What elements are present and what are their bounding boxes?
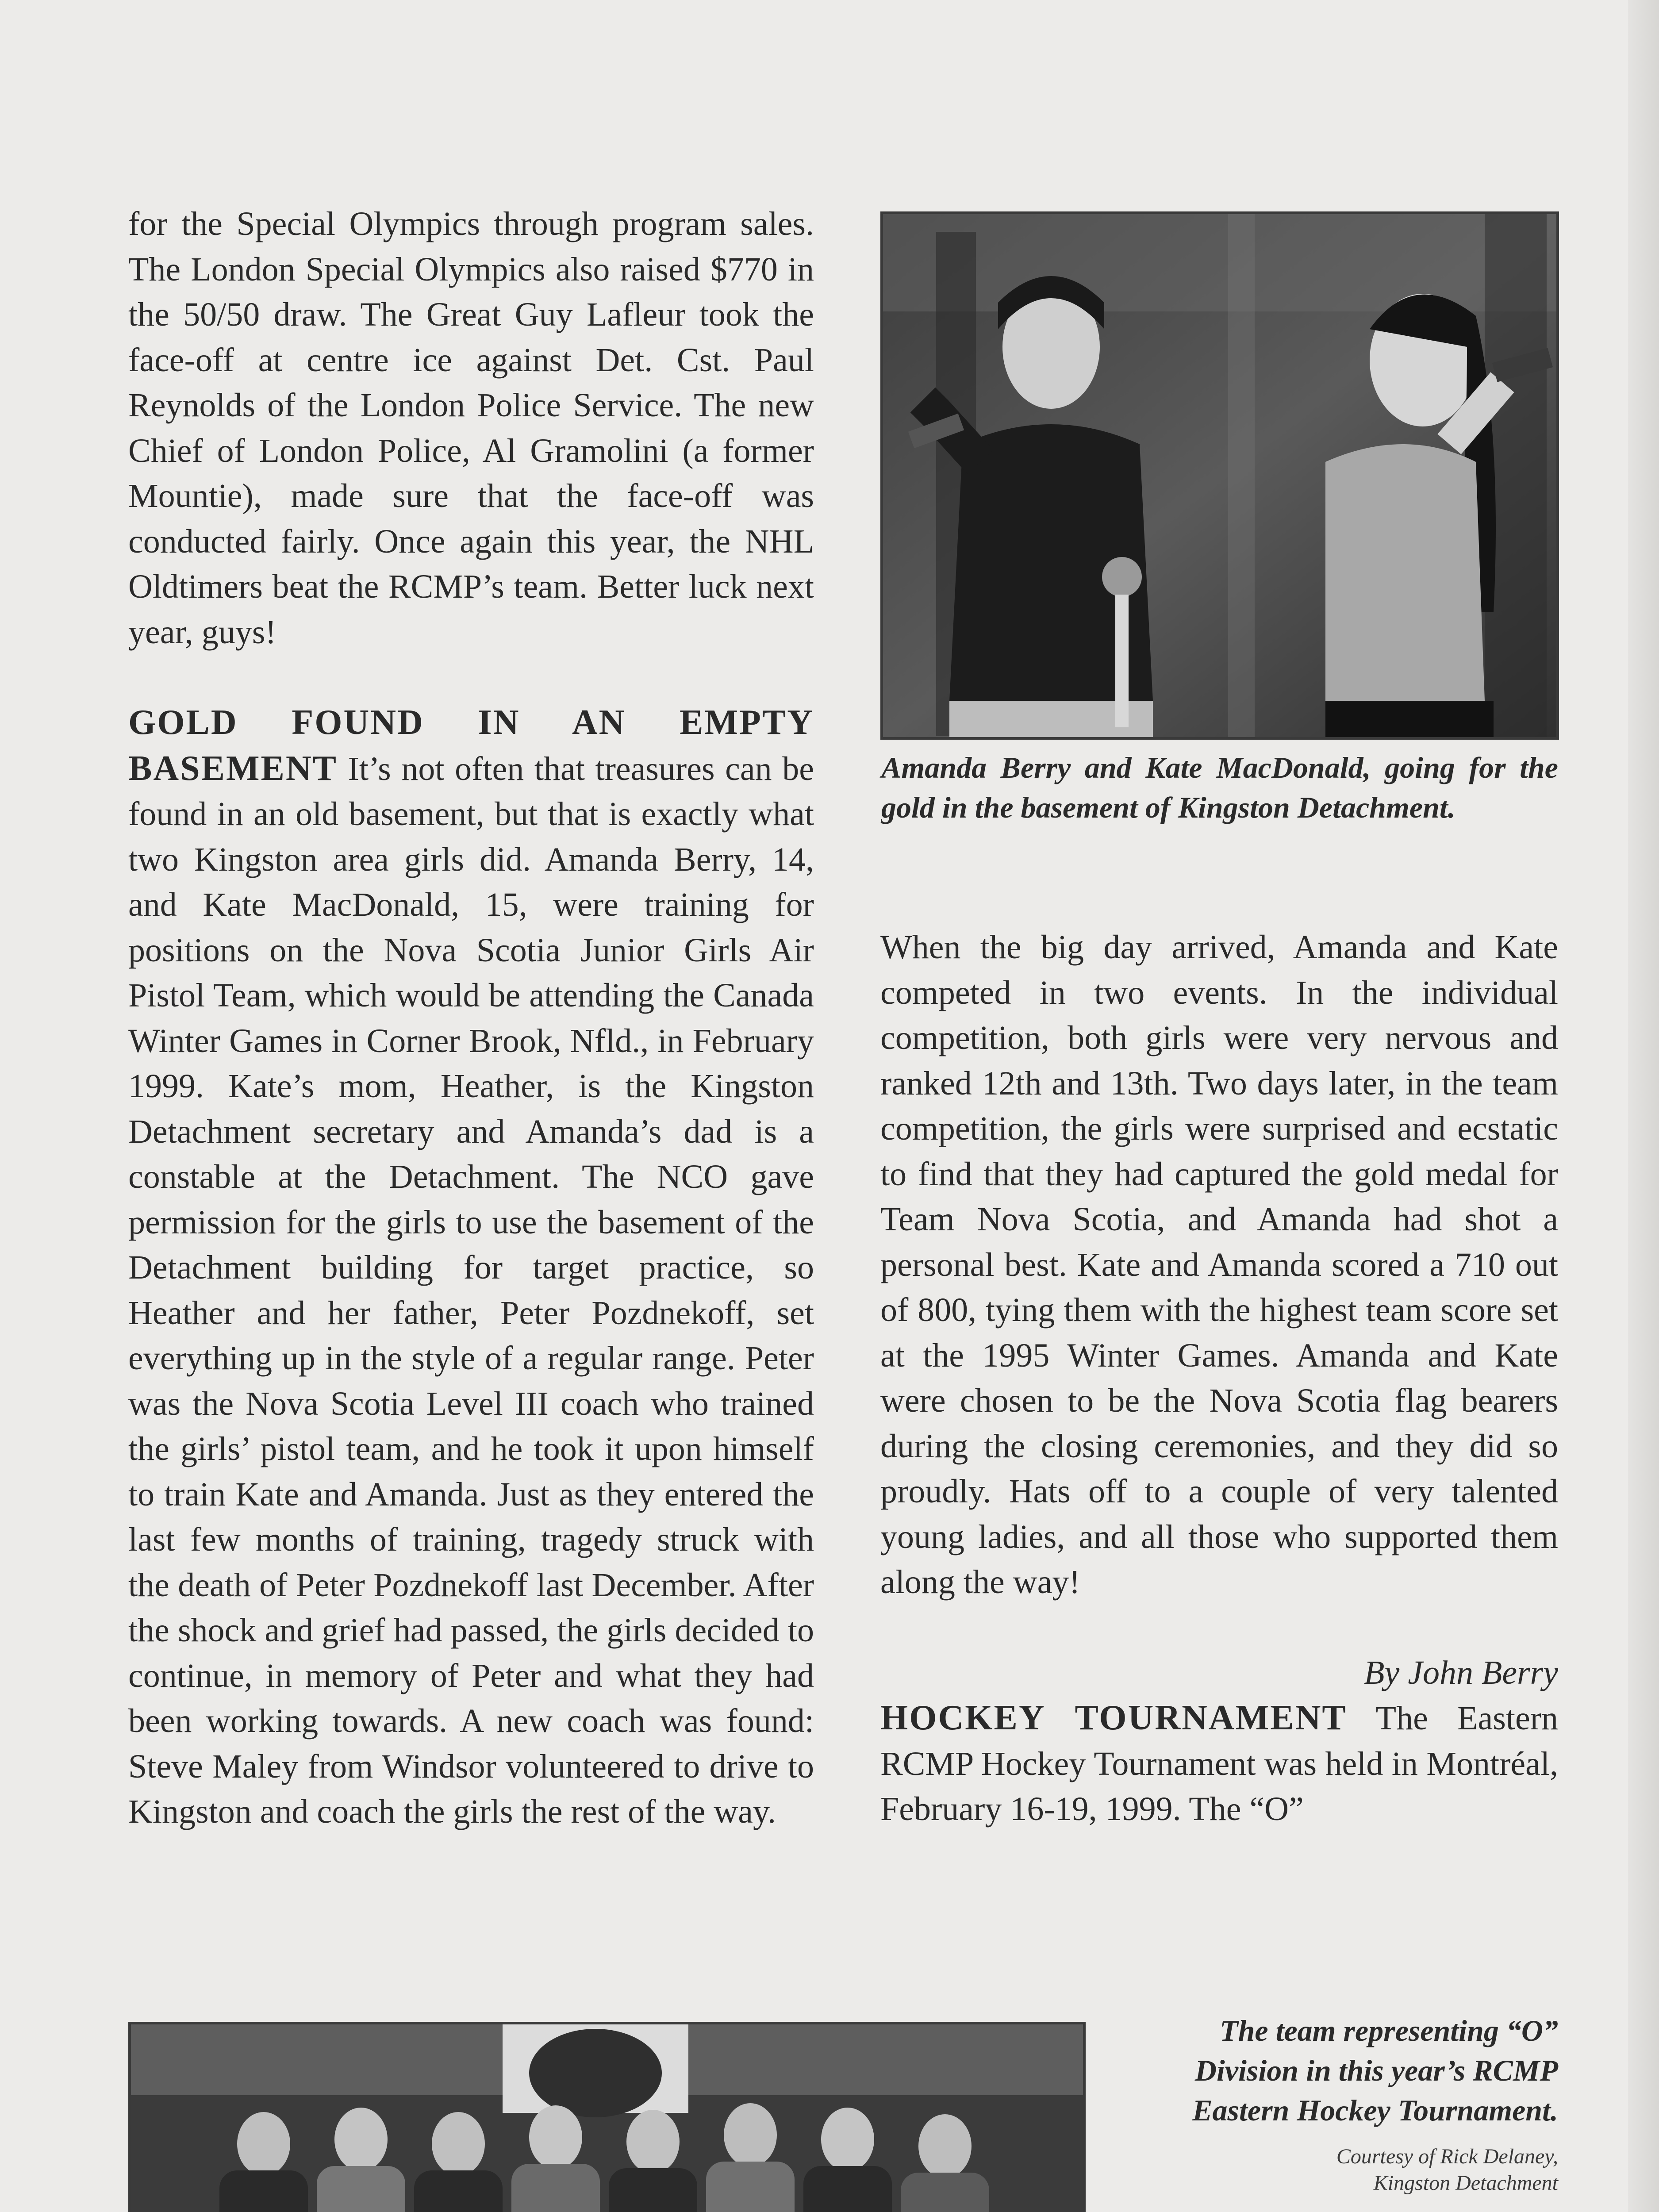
gold-heading: GOLD FOUND IN AN EMPTY BASEMENT xyxy=(128,703,814,788)
shooters-photo-art xyxy=(883,214,1556,737)
hockey-caption-line2: Division in this year’s RCMP xyxy=(1194,2054,1558,2087)
lafleur-paragraph: for the Special Olympics through program sales. The London Special Olympics also raised $770 in the 50/50 draw. The Great Guy Lafleur took the face-off at centre ice against Det. Cst. Paul Reynolds of the London Police Service. The new Chief of London Police, Al Gramolini (a former Mountie), made sure that the face-off was conducted fairly. Once again this year, the NHL Oldtimers beat the RCMP’s team. Better luck next year, guys! xyxy=(128,205,814,651)
photo-credit xyxy=(1093,2143,1558,2197)
hockey-team-photo-art xyxy=(131,2024,1083,2212)
page-spine-shadow xyxy=(1628,0,1659,2212)
right-column xyxy=(880,925,1558,1832)
photo-credit-line2: Kingston Detachment xyxy=(1373,2171,1558,2195)
shooters-photo-caption: Amanda Berry and Kate MacDonald, going for the gold in the basement of Kingston Detachment. xyxy=(881,751,1558,824)
gold-body: It’s not often that treasures can be found in an old basement, but that is exactly what two Kingston area girls did. Amanda Berry, 14, and Kate MacDonald, 15, were training for positions on the Nova Scotia Junior Girls Air Pistol Team, which would be attending the Canada Winter Games in Corner Brook, Nfld., in February 1999. Kate’s mom, Heather, is the Kingston Detachment secretary and Amanda’s dad is a constable at the Detachment. The NCO gave permission for the girls to use the basement of the Detachment building for target practice, so Heather and her father, Peter Pozdnekoff, set everything up in the style of a regular range. Peter was the Nova Scotia Level III coach who trained the girls’ pistol team, and he took it upon himself to train Kate and Amanda. Just as they entered the last few months of training, tragedy struck with the death of Peter Pozdnekoff last December. After the shock and grief had passed, the girls decided to continue, in memory of Peter and what they had been working towards. A new coach was found: Steve Maley from Windsor volunteered to drive to Kingston and coach the girls the rest of the way. xyxy=(128,750,814,1830)
hockey-section xyxy=(880,1695,1558,1832)
hockey-team-photo xyxy=(128,2022,1086,2212)
hockey-photo-caption xyxy=(1093,2011,1558,2130)
shooters-photo xyxy=(880,211,1559,740)
photo-credit-line1: Courtesy of Rick Delaney, xyxy=(1336,2145,1558,2168)
hockey-caption-line3: Eastern Hockey Tournament. xyxy=(1192,2093,1558,2127)
gold-section xyxy=(128,700,814,1835)
hockey-heading: HOCKEY TOURNAMENT xyxy=(880,1698,1347,1737)
hockey-body: The Eastern RCMP Hockey Tournament was held in Montréal, February 16-19, 1999. The “O” xyxy=(880,1700,1559,1828)
left-column xyxy=(128,201,814,1835)
hockey-caption-line1: The team representing “O” xyxy=(1220,2014,1558,2047)
competition-paragraph: When the big day arrived, Amanda and Kate competed in two events. In the individual competition, both girls were very nervous and ranked 12th and 13th. Two days later, in the team competition, the girls were surprised and ecstatic to find that they had captured the gold medal for Team Nova Scotia, and Amanda had shot a personal best. Kate and Amanda scored a 710 out of 800, tying them with the highest team score set at the 1995 Winter Games. Amanda and Kate were chosen to be the Nova Scotia flag bearers during the closing ceremonies, and they did so proudly. Hats off to a couple of very talented young ladies, and all those who supported them along the way! xyxy=(880,929,1558,1601)
byline: By John Berry xyxy=(1364,1654,1558,1691)
